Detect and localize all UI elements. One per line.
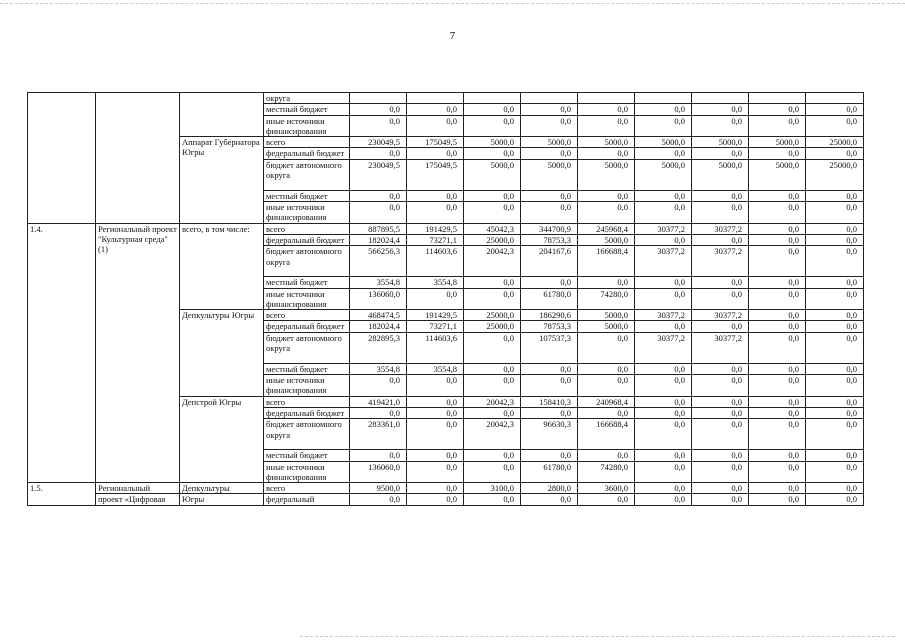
amount-cell: 0,0: [578, 115, 635, 137]
amount-cell: 0,0: [692, 104, 749, 115]
amount-cell: 5000,0: [635, 137, 692, 148]
amount-cell: 0,0: [635, 115, 692, 137]
amount-cell: 78753,3: [521, 234, 578, 245]
amount-cell: 78753,3: [521, 321, 578, 332]
amount-cell: [578, 93, 635, 104]
amount-cell: 0,0: [635, 419, 692, 450]
amount-cell: 0,0: [407, 396, 464, 407]
amount-cell: 0,0: [464, 277, 521, 288]
amount-cell: 0,0: [806, 115, 864, 137]
amount-cell: 0,0: [521, 115, 578, 137]
amount-cell: 0,0: [749, 148, 806, 159]
amount-cell: 0,0: [521, 277, 578, 288]
executor-cell: [180, 93, 264, 137]
funding-source-cell: иные источники финансирования: [264, 115, 350, 137]
amount-cell: 0,0: [407, 148, 464, 159]
funding-source-cell: всего: [264, 137, 350, 148]
amount-cell: 0,0: [692, 115, 749, 137]
amount-cell: 0,0: [806, 246, 864, 277]
amount-cell: 0,0: [464, 202, 521, 224]
amount-cell: 0,0: [578, 332, 635, 363]
amount-cell: 344700,9: [521, 223, 578, 234]
amount-cell: 0,0: [350, 148, 407, 159]
amount-cell: 20042,3: [464, 419, 521, 450]
amount-cell: 0,0: [749, 375, 806, 397]
amount-cell: 0,0: [350, 375, 407, 397]
amount-cell: 73271,1: [407, 321, 464, 332]
amount-cell: 0,0: [692, 234, 749, 245]
amount-cell: 0,0: [350, 104, 407, 115]
amount-cell: 0,0: [635, 104, 692, 115]
executor-cell: всего, в том числе:: [180, 223, 264, 309]
amount-cell: 30377,2: [692, 332, 749, 363]
amount-cell: [464, 93, 521, 104]
amount-cell: 9500,0: [350, 483, 407, 494]
amount-cell: 20042,3: [464, 396, 521, 407]
amount-cell: 0,0: [350, 202, 407, 224]
amount-cell: 0,0: [692, 202, 749, 224]
amount-cell: 0,0: [407, 104, 464, 115]
scan-top-edge: [0, 3, 905, 4]
amount-cell: 0,0: [749, 483, 806, 494]
amount-cell: 30377,2: [635, 223, 692, 234]
amount-cell: 5000,0: [635, 159, 692, 190]
amount-cell: 0,0: [692, 321, 749, 332]
amount-cell: 5000,0: [578, 234, 635, 245]
amount-cell: 30377,2: [692, 246, 749, 277]
amount-cell: 0,0: [578, 104, 635, 115]
amount-cell: 0,0: [692, 450, 749, 461]
amount-cell: 0,0: [806, 483, 864, 494]
amount-cell: 0,0: [635, 407, 692, 418]
amount-cell: 114603,6: [407, 246, 464, 277]
amount-cell: 5000,0: [692, 159, 749, 190]
amount-cell: 0,0: [806, 202, 864, 224]
amount-cell: 0,0: [578, 494, 635, 505]
amount-cell: 0,0: [521, 450, 578, 461]
amount-cell: 0,0: [464, 190, 521, 201]
amount-cell: 0,0: [749, 321, 806, 332]
amount-cell: 0,0: [806, 277, 864, 288]
amount-cell: 5000,0: [749, 159, 806, 190]
funding-source-cell: бюджет автономного округа: [264, 332, 350, 363]
funding-source-cell: иные источники финансирования: [264, 288, 350, 310]
row-number-cell: 1.4.: [28, 223, 96, 482]
amount-cell: 0,0: [350, 450, 407, 461]
amount-cell: 3554,8: [407, 363, 464, 374]
amount-cell: 0,0: [407, 450, 464, 461]
funding-source-cell: всего: [264, 223, 350, 234]
amount-cell: 30377,2: [692, 223, 749, 234]
amount-cell: 0,0: [464, 494, 521, 505]
amount-cell: 0,0: [407, 419, 464, 450]
amount-cell: 0,0: [806, 332, 864, 363]
table-row: [28, 93, 864, 104]
amount-cell: 204167,6: [521, 246, 578, 277]
amount-cell: 114603,6: [407, 332, 464, 363]
amount-cell: 0,0: [749, 363, 806, 374]
amount-cell: 0,0: [749, 246, 806, 277]
amount-cell: 0,0: [464, 450, 521, 461]
funding-source-cell: округа: [264, 93, 350, 104]
amount-cell: 0,0: [635, 277, 692, 288]
amount-cell: 0,0: [806, 363, 864, 374]
amount-cell: 0,0: [464, 148, 521, 159]
amount-cell: 5000,0: [521, 137, 578, 148]
amount-cell: 0,0: [578, 375, 635, 397]
executor-cell: Депкультуры Югры: [180, 310, 264, 396]
table-row: [28, 483, 864, 494]
amount-cell: 3600,0: [578, 483, 635, 494]
amount-cell: 25000,0: [464, 234, 521, 245]
amount-cell: 3554,8: [350, 277, 407, 288]
amount-cell: 0,0: [749, 190, 806, 201]
funding-source-cell: местный бюджет: [264, 190, 350, 201]
amount-cell: 0,0: [521, 202, 578, 224]
financing-table: [27, 92, 864, 506]
amount-cell: 25000,0: [806, 159, 864, 190]
amount-cell: 283361,0: [350, 419, 407, 450]
amount-cell: 30377,2: [635, 332, 692, 363]
amount-cell: 0,0: [692, 277, 749, 288]
amount-cell: 0,0: [749, 234, 806, 245]
amount-cell: 5000,0: [464, 137, 521, 148]
amount-cell: 0,0: [635, 396, 692, 407]
funding-source-cell: федеральный бюджет: [264, 321, 350, 332]
project-name-cell: [96, 93, 180, 224]
amount-cell: 0,0: [578, 450, 635, 461]
amount-cell: 0,0: [407, 115, 464, 137]
funding-source-cell: бюджет автономного округа: [264, 246, 350, 277]
amount-cell: 0,0: [749, 202, 806, 224]
amount-cell: 0,0: [635, 202, 692, 224]
amount-cell: 0,0: [350, 115, 407, 137]
funding-source-cell: бюджет автономного округа: [264, 159, 350, 190]
amount-cell: 3100,0: [464, 483, 521, 494]
scan-bottom-edge: [300, 636, 895, 637]
amount-cell: 0,0: [749, 104, 806, 115]
amount-cell: 0,0: [464, 115, 521, 137]
amount-cell: 0,0: [635, 375, 692, 397]
table-row: [28, 223, 864, 234]
amount-cell: 0,0: [806, 104, 864, 115]
amount-cell: 0,0: [806, 234, 864, 245]
funding-source-cell: местный бюджет: [264, 363, 350, 374]
amount-cell: 5000,0: [521, 159, 578, 190]
amount-cell: 0,0: [749, 223, 806, 234]
amount-cell: 5000,0: [578, 321, 635, 332]
amount-cell: 0,0: [464, 375, 521, 397]
project-name-cell: Региональный проект "Культурная среда" (1): [96, 223, 180, 482]
executor-cell: Югры: [180, 494, 264, 505]
amount-cell: 158410,3: [521, 396, 578, 407]
amount-cell: 0,0: [635, 450, 692, 461]
funding-source-cell: иные источники финансирования: [264, 375, 350, 397]
amount-cell: 0,0: [749, 450, 806, 461]
amount-cell: 0,0: [806, 148, 864, 159]
amount-cell: 5000,0: [692, 137, 749, 148]
amount-cell: 0,0: [578, 202, 635, 224]
amount-cell: 0,0: [464, 363, 521, 374]
amount-cell: 0,0: [749, 396, 806, 407]
amount-cell: 0,0: [635, 288, 692, 310]
amount-cell: 0,0: [749, 494, 806, 505]
amount-cell: 0,0: [692, 461, 749, 483]
amount-cell: 5000,0: [578, 310, 635, 321]
amount-cell: 0,0: [578, 277, 635, 288]
executor-cell: Депстрой Югры: [180, 396, 264, 482]
amount-cell: [521, 93, 578, 104]
funding-source-cell: местный бюджет: [264, 104, 350, 115]
amount-cell: 107537,3: [521, 332, 578, 363]
amount-cell: 186290,6: [521, 310, 578, 321]
amount-cell: 419421,0: [350, 396, 407, 407]
funding-source-cell: всего: [264, 483, 350, 494]
amount-cell: 0,0: [521, 407, 578, 418]
amount-cell: 136060,0: [350, 461, 407, 483]
amount-cell: 0,0: [692, 483, 749, 494]
table-row: [28, 494, 864, 505]
funding-source-cell: всего: [264, 396, 350, 407]
amount-cell: 74280,0: [578, 461, 635, 483]
amount-cell: 0,0: [578, 407, 635, 418]
amount-cell: 0,0: [692, 190, 749, 201]
amount-cell: 0,0: [407, 483, 464, 494]
amount-cell: 0,0: [464, 288, 521, 310]
row-number-cell: [28, 93, 96, 224]
amount-cell: 0,0: [521, 148, 578, 159]
amount-cell: 0,0: [692, 375, 749, 397]
amount-cell: 3554,8: [407, 277, 464, 288]
amount-cell: 0,0: [407, 375, 464, 397]
amount-cell: 0,0: [806, 223, 864, 234]
amount-cell: 245968,4: [578, 223, 635, 234]
amount-cell: 0,0: [749, 332, 806, 363]
amount-cell: [635, 93, 692, 104]
amount-cell: 887895,5: [350, 223, 407, 234]
amount-cell: 61780,0: [521, 288, 578, 310]
amount-cell: 0,0: [806, 375, 864, 397]
amount-cell: 191429,5: [407, 223, 464, 234]
amount-cell: 25000,0: [806, 137, 864, 148]
project-name-cell: проект «Цифровая: [96, 494, 180, 505]
funding-source-cell: федеральный: [264, 494, 350, 505]
amount-cell: 175049,5: [407, 137, 464, 148]
amount-cell: 0,0: [578, 148, 635, 159]
amount-cell: 0,0: [749, 310, 806, 321]
amount-cell: 0,0: [407, 461, 464, 483]
amount-cell: 0,0: [635, 461, 692, 483]
amount-cell: 0,0: [407, 494, 464, 505]
amount-cell: 0,0: [407, 288, 464, 310]
amount-cell: 0,0: [521, 375, 578, 397]
funding-source-cell: местный бюджет: [264, 277, 350, 288]
amount-cell: 230049,5: [350, 137, 407, 148]
amount-cell: 0,0: [407, 407, 464, 418]
amount-cell: 0,0: [692, 419, 749, 450]
funding-source-cell: федеральный бюджет: [264, 407, 350, 418]
amount-cell: 0,0: [578, 363, 635, 374]
amount-cell: 0,0: [635, 148, 692, 159]
amount-cell: 0,0: [521, 104, 578, 115]
amount-cell: 282895,3: [350, 332, 407, 363]
amount-cell: 0,0: [635, 483, 692, 494]
amount-cell: 0,0: [806, 494, 864, 505]
amount-cell: 0,0: [407, 202, 464, 224]
amount-cell: 0,0: [635, 494, 692, 505]
funding-source-cell: федеральный бюджет: [264, 234, 350, 245]
executor-cell: Аппарат Губернатора Югры: [180, 137, 264, 223]
funding-source-cell: бюджет автономного округа: [264, 419, 350, 450]
amount-cell: 0,0: [749, 407, 806, 418]
amount-cell: 0,0: [749, 461, 806, 483]
amount-cell: 61780,0: [521, 461, 578, 483]
amount-cell: 25000,0: [464, 310, 521, 321]
amount-cell: [407, 93, 464, 104]
amount-cell: [692, 93, 749, 104]
amount-cell: 0,0: [806, 461, 864, 483]
amount-cell: 566256,3: [350, 246, 407, 277]
amount-cell: [749, 93, 806, 104]
amount-cell: 182024,4: [350, 234, 407, 245]
amount-cell: 0,0: [806, 407, 864, 418]
amount-cell: 20042,3: [464, 246, 521, 277]
amount-cell: 0,0: [692, 288, 749, 310]
row-number-cell: 1.5.: [28, 483, 96, 506]
amount-cell: 3554,8: [350, 363, 407, 374]
amount-cell: 0,0: [350, 407, 407, 418]
project-name-cell: Региональный: [96, 483, 180, 494]
amount-cell: 0,0: [350, 190, 407, 201]
amount-cell: 0,0: [692, 148, 749, 159]
amount-cell: 5000,0: [578, 159, 635, 190]
amount-cell: 0,0: [749, 419, 806, 450]
amount-cell: 0,0: [350, 494, 407, 505]
funding-source-cell: федеральный бюджет: [264, 148, 350, 159]
amount-cell: 2800,0: [521, 483, 578, 494]
amount-cell: 0,0: [749, 288, 806, 310]
page-number: 7: [449, 30, 456, 42]
amount-cell: 0,0: [635, 234, 692, 245]
amount-cell: 45042,3: [464, 223, 521, 234]
amount-cell: 182024,4: [350, 321, 407, 332]
amount-cell: 175049,5: [407, 159, 464, 190]
amount-cell: 0,0: [692, 363, 749, 374]
amount-cell: 166688,4: [578, 419, 635, 450]
amount-cell: 0,0: [578, 190, 635, 201]
amount-cell: 0,0: [806, 450, 864, 461]
amount-cell: 0,0: [692, 396, 749, 407]
amount-cell: 0,0: [806, 288, 864, 310]
funding-source-cell: иные источники финансирования: [264, 202, 350, 224]
amount-cell: 230049,5: [350, 159, 407, 190]
amount-cell: [806, 93, 864, 104]
executor-cell: Депкультуры: [180, 483, 264, 494]
amount-cell: 0,0: [806, 321, 864, 332]
funding-source-cell: иные источники финансирования: [264, 461, 350, 483]
amount-cell: 0,0: [749, 277, 806, 288]
amount-cell: 0,0: [521, 494, 578, 505]
amount-cell: 0,0: [692, 494, 749, 505]
amount-cell: 0,0: [806, 190, 864, 201]
amount-cell: 0,0: [464, 104, 521, 115]
amount-cell: 0,0: [407, 190, 464, 201]
funding-source-cell: местный бюджет: [264, 450, 350, 461]
amount-cell: [350, 93, 407, 104]
amount-cell: 136060,0: [350, 288, 407, 310]
amount-cell: 0,0: [806, 396, 864, 407]
funding-source-cell: всего: [264, 310, 350, 321]
amount-cell: 30377,2: [692, 310, 749, 321]
amount-cell: 73271,1: [407, 234, 464, 245]
amount-cell: 240968,4: [578, 396, 635, 407]
amount-cell: 0,0: [635, 190, 692, 201]
amount-cell: 0,0: [692, 407, 749, 418]
amount-cell: 0,0: [635, 321, 692, 332]
amount-cell: 30377,2: [635, 246, 692, 277]
amount-cell: 468474,5: [350, 310, 407, 321]
amount-cell: 0,0: [464, 332, 521, 363]
amount-cell: 0,0: [464, 461, 521, 483]
amount-cell: 166688,4: [578, 246, 635, 277]
amount-cell: 96630,3: [521, 419, 578, 450]
amount-cell: 25000,0: [464, 321, 521, 332]
amount-cell: 30377,2: [635, 310, 692, 321]
amount-cell: 0,0: [521, 190, 578, 201]
amount-cell: 5000,0: [578, 137, 635, 148]
amount-cell: 5000,0: [749, 137, 806, 148]
amount-cell: 0,0: [749, 115, 806, 137]
amount-cell: 191429,5: [407, 310, 464, 321]
amount-cell: 0,0: [635, 363, 692, 374]
amount-cell: 0,0: [464, 407, 521, 418]
amount-cell: 0,0: [521, 363, 578, 374]
amount-cell: 0,0: [806, 310, 864, 321]
amount-cell: 74280,0: [578, 288, 635, 310]
amount-cell: 0,0: [806, 419, 864, 450]
amount-cell: 5000,0: [464, 159, 521, 190]
